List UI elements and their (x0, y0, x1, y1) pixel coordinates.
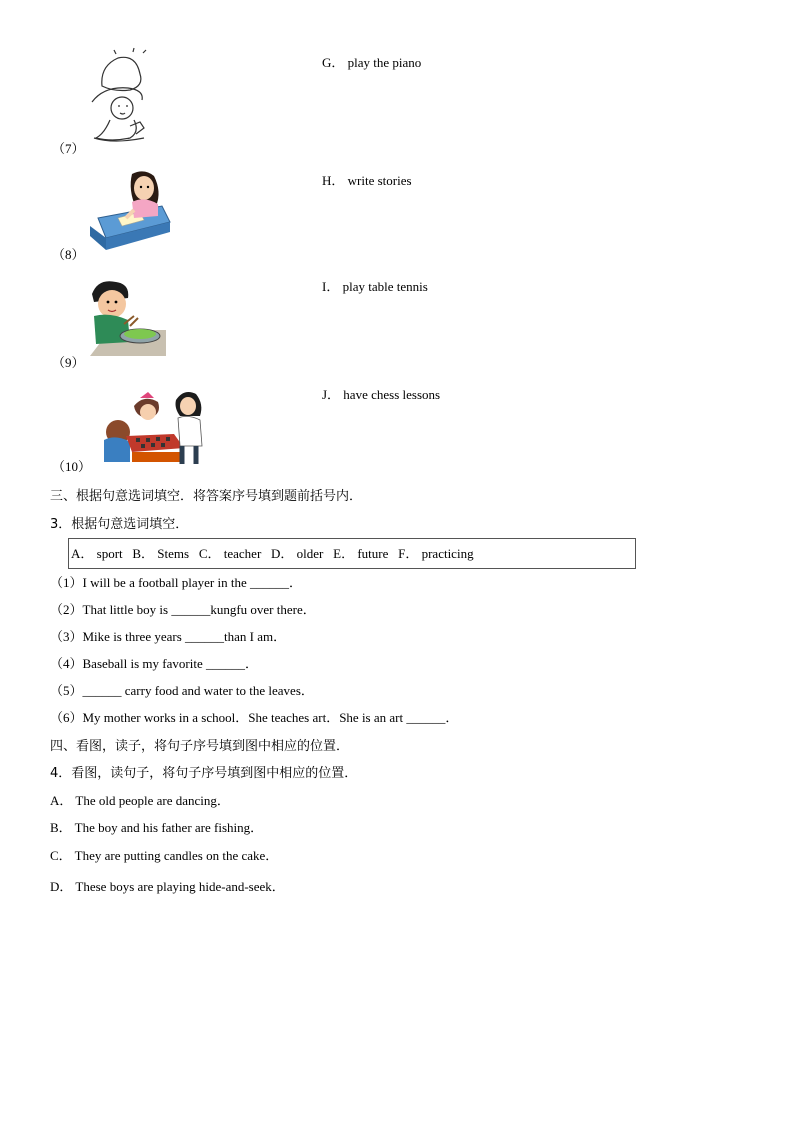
item-number: （10） (52, 459, 92, 474)
girl-with-hat-playing-icon (84, 46, 160, 144)
fill-blank-sentence: （1）I will be a football player in the ______． (50, 575, 303, 590)
fill-blank-sentence: （3）Mike is three years ______than I am． (50, 629, 287, 644)
boy-cooking-icon (86, 276, 166, 358)
sentence-option: C． They are putting candles on the cake． (50, 848, 279, 863)
question-title: 4．看图，读句子，将句子序号填到图中相应的位置． (50, 766, 358, 781)
item-number: （7） (52, 141, 85, 156)
word-bank-box (68, 538, 636, 569)
fill-blank-sentence: （4）Baseball is my favorite ______． (50, 656, 258, 671)
girl-writing-at-desk-icon (88, 166, 172, 254)
section-heading: 四、看图，读子，将句子序号填到图中相应的位置． (50, 739, 350, 754)
option-label: J． have chess lessons (322, 387, 441, 402)
sentence-option: A． The old people are dancing． (50, 793, 230, 808)
item-number: （8） (52, 247, 85, 262)
word-bank: A． sport B． Stems C． teacher D． older E． future F． practicing (71, 546, 474, 561)
sentence-option: B． The boy and his father are fishing． (50, 820, 264, 835)
question-title: 3．根据句意选词填空． (50, 517, 189, 532)
sentence-option: D． These boys are playing hide-and-seek． (50, 879, 285, 894)
section-heading: 三、根据句意选词填空．将答案序号填到题前括号内． (50, 489, 363, 504)
option-label: I． play table tennis (322, 279, 428, 294)
option-label: H． write stories (322, 173, 412, 188)
fill-blank-sentence: （6）My mother works in a school．She teaches art．She is an art ______． (50, 710, 459, 725)
option-label: G． play the piano (322, 55, 422, 70)
item-number: （9） (52, 355, 85, 370)
children-playing-chess-icon (96, 386, 216, 466)
fill-blank-sentence: （2）That little boy is ______kungfu over there． (50, 602, 316, 617)
fill-blank-sentence: （5）______ carry food and water to the leaves． (50, 683, 314, 698)
